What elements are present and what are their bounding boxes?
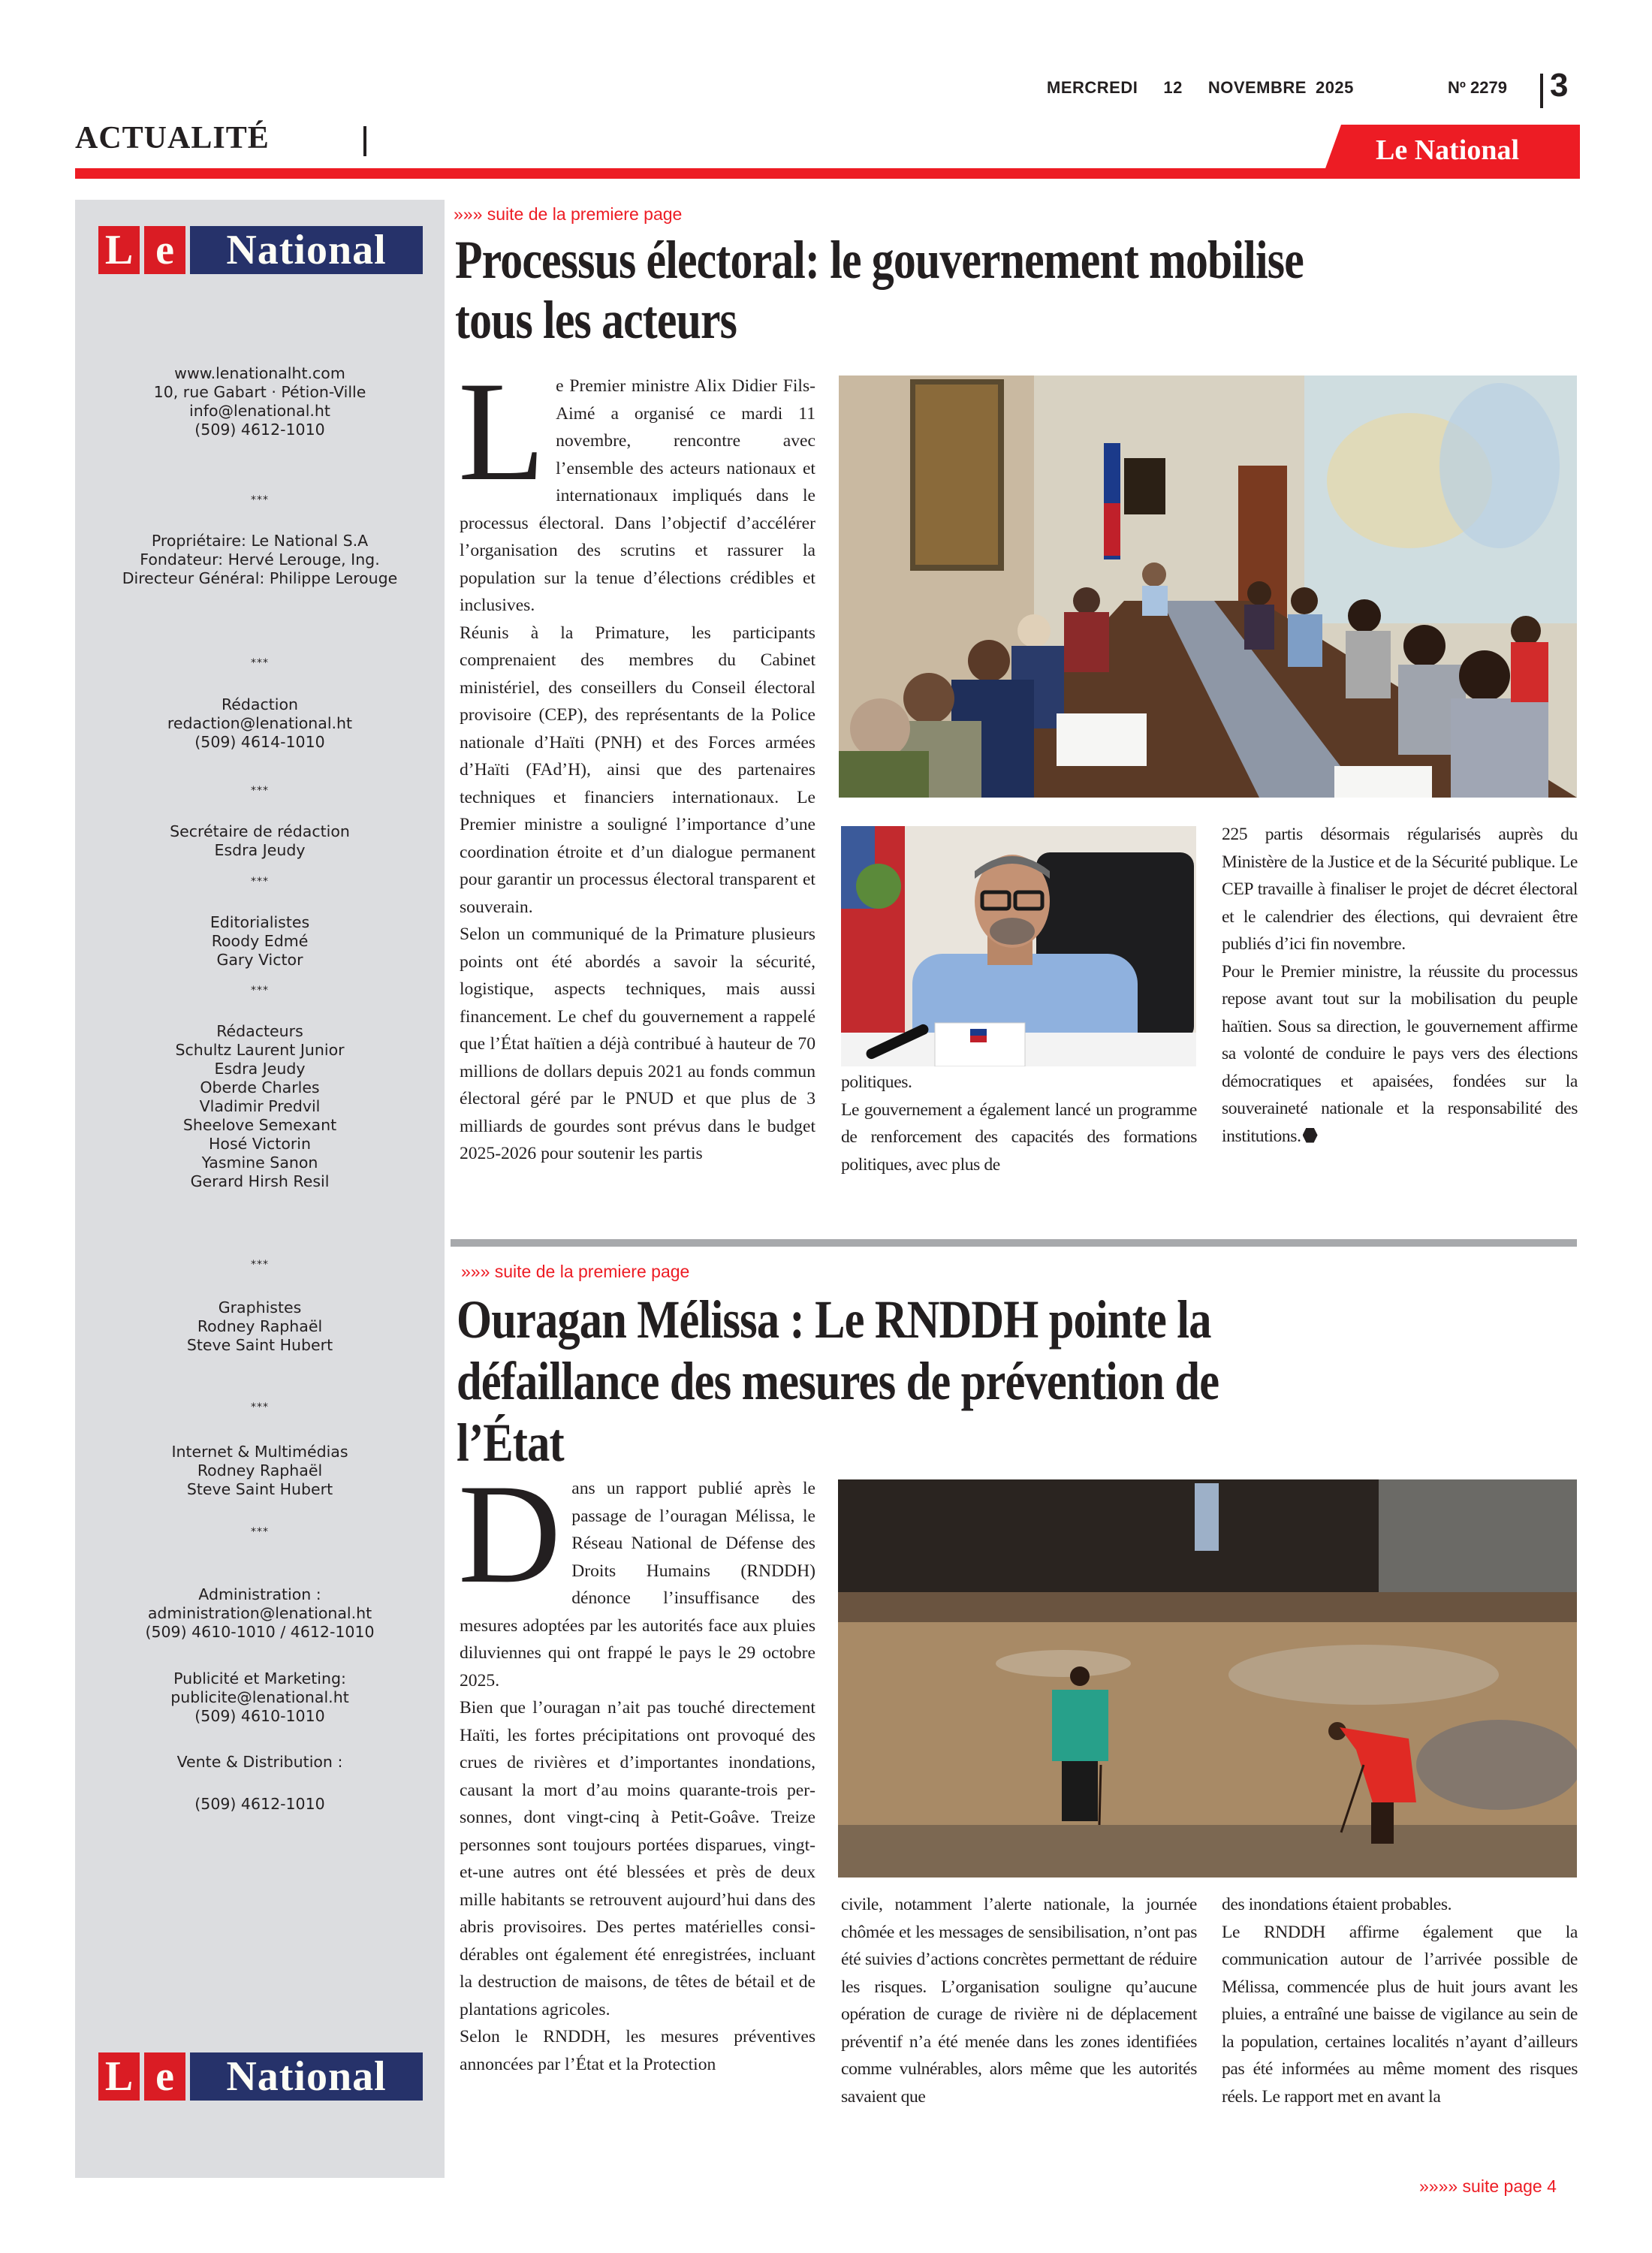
logo-letter-l: L xyxy=(98,2052,140,2101)
administration-block xyxy=(75,1585,445,1642)
flood-scene-photo xyxy=(838,1479,1577,1878)
date-weekday: MERCREDI xyxy=(1047,78,1138,97)
website-link[interactable]: www.lenationalht.com xyxy=(174,364,345,382)
logo-letter-l: L xyxy=(98,226,140,274)
editorialiste-name: Roody Edmé xyxy=(211,932,309,950)
date-year: 2025 xyxy=(1315,78,1354,97)
contact-block xyxy=(75,364,445,439)
section-divider xyxy=(363,126,366,156)
article2-paragraph: des inondations étaient probables. xyxy=(1222,1895,1452,1914)
director: Directeur Général: Philippe Lerouge xyxy=(122,569,398,587)
redacteur-name: Sheelove Semexant xyxy=(182,1116,337,1134)
prime-minister-portrait xyxy=(841,826,1196,1066)
article2-dropcap: D xyxy=(458,1455,562,1613)
article2-paragraph: Bien que l’ouragan n’ait pas touché directement Haïti, les fortes précipitations ont provoqué des crues de rivières et d’importantes inondations, causant la mort d’au moins quarante-trois personnes, dont vingt-cinq à Petit-Goâve. Treize personnes sont toujours portées disparues, vingt-et-une autres ont été blessées et près de deux mille habitants se retrouvent aujourd’hui dans des abris provisoires. Des pertes matérielles considérables ont également été enregistrées, incluant la destruction de maisons, de têtes de bétail et de plantations agricoles. xyxy=(460,1698,815,2019)
administration-title: Administration : xyxy=(198,1585,321,1603)
article2-paragraph: ans un rapport publié après le passage de l’ouragan Mélissa, le Réseau National de Défense des Droits Humains (RNDDH) dénonce l’insuffisance des mesures adoptées par les autorités face aux pluies diluviennes qui ont frappé le pays le 29 octobre 2025. xyxy=(460,1479,815,1691)
date-day: 12 xyxy=(1163,78,1183,97)
page-number-divider xyxy=(1540,74,1543,108)
vente-phone: (509) 4612-1010 xyxy=(194,1795,325,1813)
article-divider xyxy=(451,1239,1577,1247)
internet-name: Rodney Raphaël xyxy=(197,1461,323,1479)
publicite-title: Publicité et Marketing: xyxy=(173,1669,346,1687)
article2-column-2 xyxy=(841,1891,1197,2110)
article2-headline-line: défaillance des mesures de prévention de xyxy=(457,1351,1219,1411)
redacteur-name: Esdra Jeudy xyxy=(214,1060,306,1078)
internet-name: Steve Saint Hubert xyxy=(186,1480,333,1498)
separator-stars: *** xyxy=(251,785,269,797)
dateline xyxy=(1047,78,1379,98)
publicite-email[interactable]: publicite@lenational.ht xyxy=(170,1688,349,1706)
redacteur-name: Oberde Charles xyxy=(200,1078,320,1096)
article1-headline-line: Processus électoral: le gouvernement mobilise xyxy=(455,230,1304,290)
article1-paragraph: politiques. xyxy=(841,1072,912,1092)
staff-box-sidebar xyxy=(75,200,445,2178)
redacteur-name: Gerard Hirsh Resil xyxy=(190,1172,330,1190)
redacteur-name: Yasmine Sanon xyxy=(201,1154,318,1172)
article2-headline-line: l’État xyxy=(457,1413,564,1473)
article1-kicker: »»» suite de la premiere page xyxy=(454,204,683,224)
article2-kicker: »»» suite de la premiere page xyxy=(461,1262,690,1281)
redacteur-name: Schultz Laurent Junior xyxy=(175,1041,345,1059)
redaction-phone: (509) 4614-1010 xyxy=(194,733,325,751)
separator-stars: *** xyxy=(251,1259,269,1271)
article1-paragraph: Pour le Premier ministre, la réussite du processus repose avant tout sur la mobilisation du peuple haïtien. Sous sa direction, le gouvernement affirme sa volonté de conduire le pays vers des élections démocratiques et apaisées, fondées sur la souveraineté nationale et la responsabilité des institutions. xyxy=(1222,961,1578,1146)
vente-label: Vente & Distribution : xyxy=(176,1753,343,1771)
continued-on-page-link[interactable]: »»»» suite page 4 xyxy=(1419,2176,1557,2196)
info-email[interactable]: info@lenational.ht xyxy=(189,402,330,420)
redacteur-name: Hosé Victorin xyxy=(208,1135,311,1153)
logo-letter-e: e xyxy=(144,226,185,274)
secretaire-title: Secrétaire de rédaction xyxy=(170,822,350,840)
editorialiste-name: Gary Victor xyxy=(216,951,303,969)
administration-phone: (509) 4610-1010 / 4612-1010 xyxy=(145,1623,375,1641)
separator-stars: *** xyxy=(251,1401,269,1413)
article1-headline xyxy=(455,230,1304,350)
publicite-phone: (509) 4610-1010 xyxy=(194,1707,325,1725)
address: 10, rue Gabart · Pétion-Ville xyxy=(153,383,366,401)
internet-block xyxy=(75,1443,445,1499)
administration-email[interactable]: administration@lenational.ht xyxy=(147,1604,372,1622)
article1-column-3 xyxy=(1222,821,1578,1150)
redaction-email[interactable]: redaction@lenational.ht xyxy=(167,714,353,732)
logo-letter-e: e xyxy=(144,2052,185,2101)
internet-title: Internet & Multimédias xyxy=(171,1443,348,1461)
article2-paragraph: civile, notamment l’alerte nationale, la journée chômée et les messages de sensibilisation, n’ont pas été suivies d’actions concrètes permettant de réduire les risques. L’organisation souligne qu’aucune opération de curage de rivière ni de déplacement préventif n’a été menée dans les zones identifiées comme vulnérables, alors même que les autorités savaient que xyxy=(841,1895,1197,2107)
article2-column-1 xyxy=(458,1455,815,2078)
separator-stars: *** xyxy=(251,1526,269,1538)
cabinet-meeting-photo xyxy=(839,376,1577,798)
le-national-logo-bottom xyxy=(98,2052,423,2101)
page-number: 3 xyxy=(1550,67,1569,104)
redacteurs-block xyxy=(75,1022,445,1191)
ownership-block xyxy=(75,532,445,588)
date-month: NOVEMBRE xyxy=(1207,78,1307,97)
article2-paragraph: Le RNDDH affirme également que la communication autour de l’arrivée possible de Mélissa, commencée plus de huit jours avant les pluies, a entraîné une baisse de vigilance au sein de la population, certaines localités n’ayant d’ailleurs pas été informées au même moment des risques réels. Le rapport met en avant la xyxy=(1222,1922,1578,2107)
main-phone: (509) 4612-1010 xyxy=(194,421,325,439)
section-label: ACTUALITÉ xyxy=(75,121,270,155)
article2-paragraph: Selon le RNDDH, les mesures préventives annoncées par l’État et la Protection xyxy=(460,2027,815,2074)
editorialistes-block xyxy=(75,913,445,970)
article1-paragraph: e Premier ministre Alix Didier Fils-Aimé a organisé ce mardi 11 novembre, rencontre avec l’ensemble des acteurs nationaux et internationaux impliqués dans le processus électoral. Dans l’objectif d’accélérer l’organisation des scrutins et rassurer la population sur la tenue d’élections crédibles et inclusives. xyxy=(460,376,815,615)
article1-paragraph: 225 partis désormais régularisés auprès du Ministère de la Justice et de la Sécurité publique. Le CEP travaille à finaliser le projet de décret électoral et le calendrier des élections, qui devraient être publiés d’ici fin novembre. xyxy=(1222,825,1578,954)
separator-stars: *** xyxy=(251,657,269,669)
article1-headline-line: tous les acteurs xyxy=(455,290,737,350)
issue-number: Nº 2279 xyxy=(1448,78,1507,97)
article1-column-2 xyxy=(841,1069,1197,1178)
logo-word: National xyxy=(190,226,423,274)
separator-stars: *** xyxy=(251,494,269,506)
brand-tab-label: Le National xyxy=(1376,134,1520,166)
graphiste-name: Rodney Raphaël xyxy=(197,1317,323,1335)
redaction-title: Rédaction xyxy=(221,695,299,713)
owner: Propriétaire: Le National S.A xyxy=(151,532,369,550)
separator-stars: *** xyxy=(251,985,269,997)
graphistes-block xyxy=(75,1298,445,1355)
editorialistes-title: Editorialistes xyxy=(210,913,310,931)
secretaire-name: Esdra Jeudy xyxy=(214,841,306,859)
graphiste-name: Steve Saint Hubert xyxy=(186,1336,333,1354)
article1-dropcap: L xyxy=(458,353,546,511)
publicite-block xyxy=(75,1669,445,1726)
secretaire-block xyxy=(75,822,445,860)
founder: Fondateur: Hervé Lerouge, Ing. xyxy=(140,550,380,569)
end-of-article-icon xyxy=(1303,1128,1318,1143)
article2-column-3 xyxy=(1222,1891,1578,2110)
logo-word: National xyxy=(190,2052,423,2101)
article1-paragraph: Le gouvernement a également lancé un programme de renforcement des capacités des formations politiques, avec plus de xyxy=(841,1099,1197,1175)
article1-column-1 xyxy=(458,353,815,1168)
redacteur-name: Vladimir Predvil xyxy=(199,1097,321,1115)
article1-paragraph: Selon un communiqué de la Primature plusieurs points ont été abordés a savoir la sécurité, logistique, aspects techniques, mais aussi financement. Le chef du gouvernement a rappelé que l’État haïtien a déjà contribué à hauteur de 70 millions de dollars depuis 2021 au fonds commun électoral géré par le PNUD et que plus de 3 milliards de gourdes sont prévus dans le budget 2025-2026 pour soutenir les partis xyxy=(460,924,815,1163)
article2-headline-line: Ouragan Mélissa : Le RNDDH pointe la xyxy=(457,1289,1211,1350)
article2-headline xyxy=(457,1289,1219,1473)
article1-paragraph: Réunis à la Primature, les participants comprenaient des membres du Cabinet ministériel, des conseillers du Conseil électoral provisoire (CEP), des représentants de la Police nationale d’Haïti (PNH) et des Forces armées d’Haïti (FAd’H), ainsi que des partenaires techniques et financiers internationaux. Le Premier ministre a souligné l’importance d’une coordination étroite et d’un dialogue permanent pour garantir un processus électoral transparent et souverain. xyxy=(460,623,815,917)
redacteurs-title: Rédacteurs xyxy=(216,1022,303,1040)
graphistes-title: Graphistes xyxy=(218,1298,302,1317)
redaction-block xyxy=(75,695,445,752)
le-national-logo-top xyxy=(98,226,423,274)
separator-stars: *** xyxy=(251,876,269,888)
